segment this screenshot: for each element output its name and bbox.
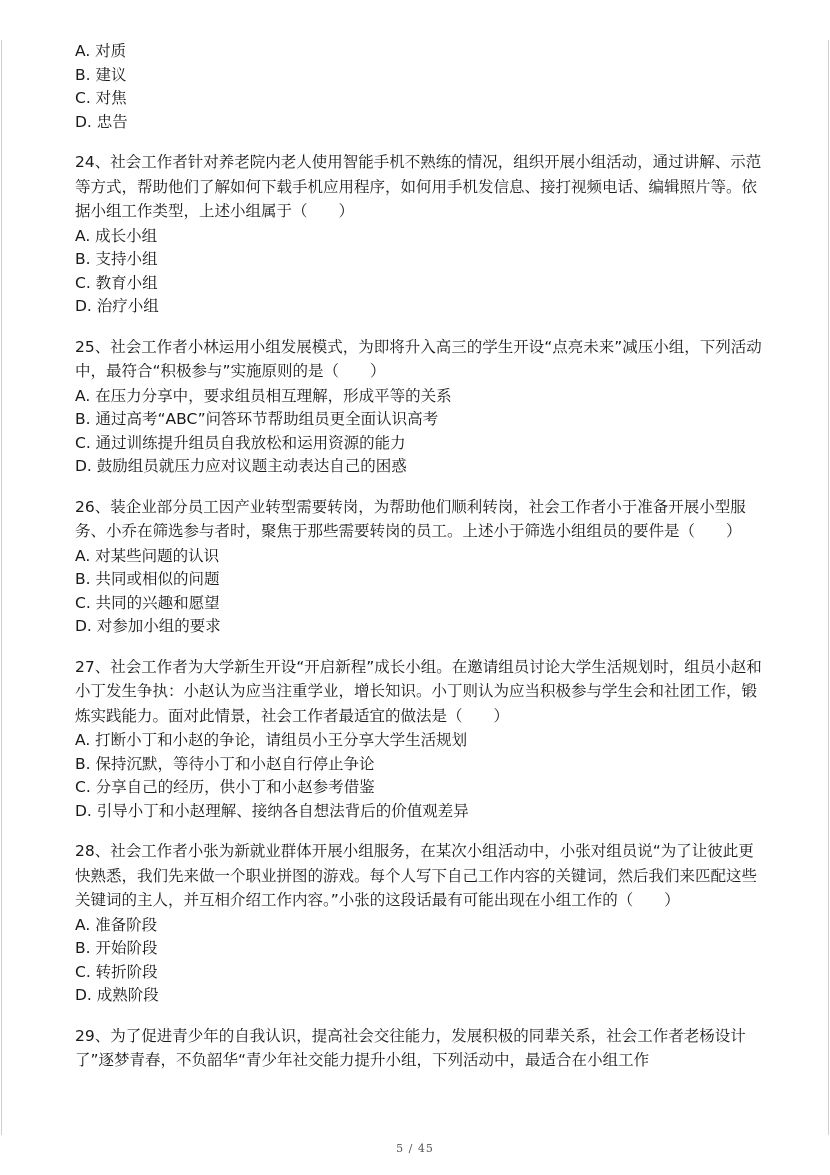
option-b: B. 支持小组 bbox=[75, 250, 158, 268]
option-c: C. 教育小组 bbox=[75, 273, 158, 292]
page-content bbox=[75, 40, 765, 1074]
question-stem: 28、社会工作者小张为新就业群体开展小组服务，在某次小组活动中，小张对组员说“为了让彼此更快熟悉，我们先来做一个职业拼图的游戏。每个人写下自己工作内容的关键词，然后我们来匹配这些关键词的主人，并互相介绍工作内容。”小张的这段话最有可能出现在小组工作的（ ） bbox=[75, 842, 758, 909]
question-stem: 25、社会工作者小林运用小组发展模式，为即将升入高三的学生开设“点亮未来”减压小组，下列活动中，最符合“积极参与”实施原则的是（ ） bbox=[75, 337, 762, 380]
option-a: A. 对某些问题的认识 bbox=[75, 546, 220, 565]
option-d: D. 对参加小组的要求 bbox=[75, 617, 221, 635]
page-left-border bbox=[1, 40, 2, 1135]
question-29 bbox=[75, 1024, 765, 1073]
option-c: C. 共同的兴趣和愿望 bbox=[75, 593, 220, 612]
question-23-options bbox=[75, 40, 765, 134]
option-a: A. 在压力分享中，要求组员相互理解，形成平等的关系 bbox=[75, 386, 452, 405]
option-d: D. 成熟阶段 bbox=[75, 986, 159, 1004]
option-b: B. 保持沉默，等待小丁和小赵自行停止争论 bbox=[75, 754, 375, 773]
question-stem: 27、社会工作者为大学新生开设“开启新程”成长小组。在邀请组员讨论大学生活规划时，组员小赵和小丁发生争执：小赵认为应当注重学业，增长知识。小丁则认为应当积极参与学生会和社团工作，锻炼实践能力。面对此情景，社会工作者最适宜的做法是（ ） bbox=[75, 657, 762, 725]
option-a: A. 准备阶段 bbox=[75, 915, 158, 934]
option-d: D. 忠告 bbox=[75, 112, 128, 131]
question-28 bbox=[75, 839, 765, 1008]
option-b: B. 共同或相似的问题 bbox=[75, 570, 220, 588]
question-27 bbox=[75, 655, 765, 824]
option-d: D. 引导小丁和小赵理解、接纳各自想法背后的价值观差异 bbox=[75, 801, 469, 820]
page-number: 5 / 45 bbox=[396, 1142, 434, 1155]
option-a: A. 对质 bbox=[75, 42, 127, 60]
option-a: A. 成长小组 bbox=[75, 226, 158, 245]
option-a: A. 打断小丁和小赵的争论，请组员小王分享大学生活规划 bbox=[75, 731, 468, 749]
question-stem: 29、为了促进青少年的自我认识，提高社会交往能力，发展积极的同辈关系，社会工作者老杨设计了”逐梦青春，不负韶华“青少年社交能力提升小组，下列活动中，最适合在小组工作 bbox=[75, 1026, 746, 1069]
question-25 bbox=[75, 335, 765, 479]
option-c: C. 分享自己的经历，供小丁和小赵参考借鉴 bbox=[75, 778, 375, 796]
option-d: D. 鼓励组员就压力应对议题主动表达自己的困惑 bbox=[75, 457, 407, 475]
option-c: C. 对焦 bbox=[75, 89, 127, 107]
option-b: B. 建议 bbox=[75, 65, 127, 84]
option-b: B. 开始阶段 bbox=[75, 939, 158, 957]
option-c: C. 转折阶段 bbox=[75, 962, 158, 981]
question-24 bbox=[75, 150, 765, 319]
option-c: C. 通过训练提升组员自我放松和运用资源的能力 bbox=[75, 433, 406, 452]
question-26 bbox=[75, 495, 765, 639]
option-b: B. 通过高考“ABC”问答环节帮助组员更全面认识高考 bbox=[75, 410, 439, 428]
page-right-border bbox=[828, 40, 829, 1135]
question-stem: 24、社会工作者针对养老院内老人使用智能手机不熟练的情况，组织开展小组活动，通过讲解、示范等方式，帮助他们了解如何下载手机应用程序，如何用手机发信息、接打视频电话、编辑照片等。依据小组工作类型，上述小组属于（ ） bbox=[75, 153, 762, 220]
option-d: D. 治疗小组 bbox=[75, 297, 159, 315]
question-stem: 26、装企业部分员工因产业转型需要转岗，为帮助他们顺利转岗，社会工作者小于准备开展小型服务、小乔在筛选参与者时，聚焦于那些需要转岗的员工。上述小于筛选小组组员的要件是（ ） bbox=[75, 497, 746, 540]
